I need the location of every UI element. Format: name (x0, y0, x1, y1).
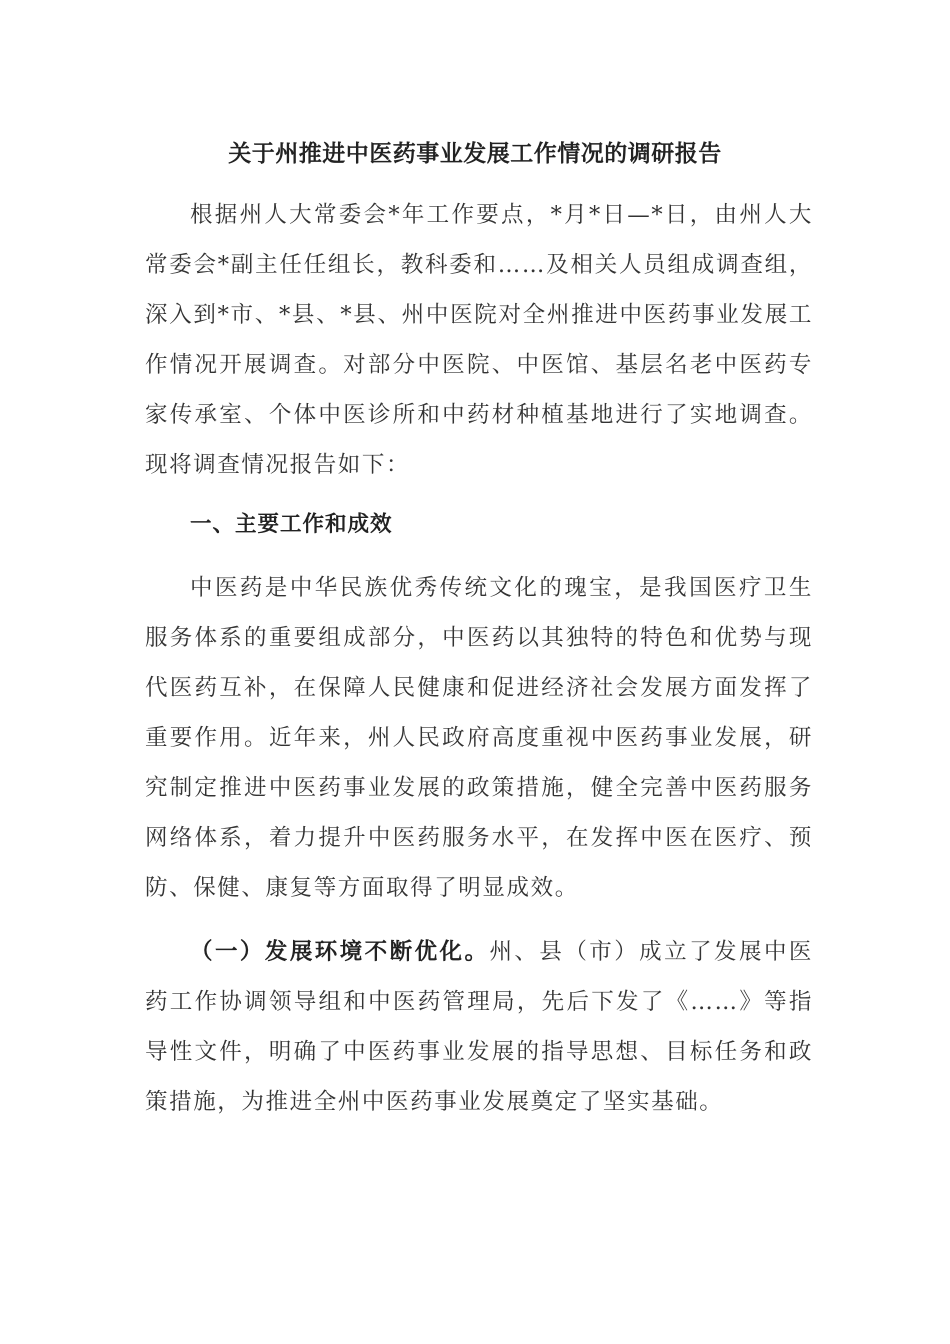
section-heading: 一、主要工作和成效 (190, 512, 393, 537)
document-title: 关于州推进中医药事业发展工作情况的调研报告 (228, 141, 722, 167)
subsection-heading: （一）发展环境不断优化。 (190, 939, 490, 965)
subsection-paragraph (145, 927, 813, 1127)
section-paragraph: 中医药是中华民族优秀传统文化的瑰宝，是我国医疗卫生服务体系的重要组成部分，中医药以其独特的特色和优势与现代医药互补，在保障人民健康和促进经济社会发展方面发挥了重要作用。近年来，州人民政府高度重视中医药事业发展，研究制定推进中医药事业发展的政策措施，健全完善中医药服务网络体系，着力提升中医药服务水平，在发挥中医在医疗、预防、保健、康复等方面取得了明显成效。 (145, 575, 813, 901)
intro-paragraph: 根据州人大常委会*年工作要点，*月*日—*日，由州人大常委会*副主任任组长，教科委和……及相关人员组成调查组，深入到*市、*县、*县、州中医院对全州推进中医药事业发展工作情况开展调查。对部分中医院、中医馆、基层名老中医药专家传承室、个体中医诊所和中药材种植基地进行了实地调查。现将调查情况报告如下： (145, 202, 813, 478)
subsection-text: 州、县（市）成立了发展中医药工作协调领导组和中医药管理局，先后下发了《……》等指导性文件，明确了中医药事业发展的指导思想、目标任务和政策措施，为推进全州中医药事业发展奠定了坚实基础。 (145, 939, 813, 1115)
